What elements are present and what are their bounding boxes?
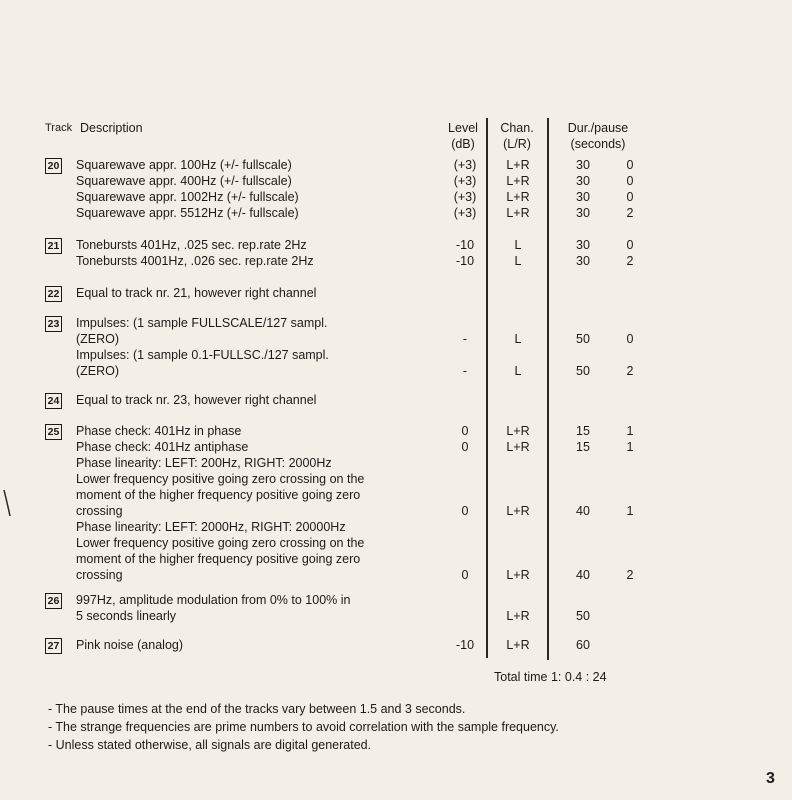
track-description: Phase linearity: LEFT: 200Hz, RIGHT: 2000Hz — [76, 456, 332, 470]
track-pause — [610, 535, 650, 551]
track-level: (+3) — [453, 158, 477, 172]
track-duration: 30 — [576, 190, 590, 204]
header-chan-label: Chan. — [500, 121, 534, 135]
track-level: (+3) — [453, 206, 477, 220]
track-pause: 2 — [626, 568, 634, 582]
header-duration-label: Dur./pause — [567, 121, 629, 135]
track-description: Lower frequency positive going zero crossing on the — [76, 536, 365, 550]
track-pause — [610, 392, 650, 408]
track-duration: 30 — [576, 254, 590, 268]
column-rule-chan — [547, 118, 549, 660]
track-channel: L+R — [506, 504, 530, 518]
track-pause — [610, 551, 650, 567]
track-number-box: 20 — [45, 158, 62, 174]
header-level-unit: (dB) — [451, 137, 475, 151]
track-duration: 50 — [576, 364, 590, 378]
track-level: -10 — [455, 238, 475, 252]
track-duration — [563, 347, 603, 363]
track-duration — [563, 519, 603, 535]
track-pause: 1 — [626, 504, 634, 518]
track-channel: L+R — [506, 609, 530, 623]
track-level: 0 — [461, 504, 469, 518]
track-channel: L — [514, 364, 522, 378]
track-description: Tonebursts 401Hz, .025 sec. rep.rate 2Hz — [76, 238, 307, 252]
track-pause: 0 — [626, 332, 634, 346]
track-description: (ZERO) — [76, 332, 120, 346]
track-description: Tonebursts 4001Hz, .026 sec. rep.rate 2Hz — [76, 254, 314, 268]
track-level — [445, 551, 485, 567]
track-description: crossing — [76, 504, 123, 518]
track-pause — [610, 285, 650, 301]
track-description: Phase check: 401Hz in phase — [76, 424, 242, 438]
track-number-box: 21 — [45, 238, 62, 254]
header-duration-unit: (seconds) — [570, 137, 626, 151]
track-level — [445, 315, 485, 331]
track-pause: 1 — [626, 424, 634, 438]
notes-list — [48, 700, 559, 754]
track-number-box: 27 — [45, 638, 62, 654]
track-level — [445, 519, 485, 535]
track-description: Lower frequency positive going zero crossing on the — [76, 472, 365, 486]
track-duration — [563, 315, 603, 331]
track-level: - — [462, 364, 468, 378]
track-level: -10 — [455, 254, 475, 268]
track-description: Impulses: (1 sample 0.1-FULLSC./127 sampl. — [76, 348, 329, 362]
track-channel: L+R — [506, 424, 530, 438]
track-channel — [498, 592, 538, 608]
track-duration: 30 — [576, 158, 590, 172]
track-duration — [563, 455, 603, 471]
track-description: moment of the higher frequency positive going zero — [76, 552, 361, 566]
track-pause: 0 — [626, 158, 634, 172]
track-level: -10 — [455, 638, 475, 652]
track-duration: 15 — [576, 440, 590, 454]
track-pause — [610, 347, 650, 363]
total-time: Total time 1: 0.4 : 24 — [494, 670, 607, 684]
track-level: (+3) — [453, 174, 477, 188]
track-duration: 50 — [576, 609, 590, 623]
track-description: Pink noise (analog) — [76, 638, 184, 652]
track-level — [445, 347, 485, 363]
track-level — [445, 471, 485, 487]
track-channel: L — [514, 254, 522, 268]
track-pause: 0 — [626, 174, 634, 188]
track-level: 0 — [461, 440, 469, 454]
header-chan-unit: (L/R) — [503, 137, 531, 151]
track-level — [445, 535, 485, 551]
track-description: Squarewave appr. 100Hz (+/- fullscale) — [76, 158, 292, 172]
track-description: moment of the higher frequency positive going zero — [76, 488, 361, 502]
track-description: Equal to track nr. 21, however right channel — [76, 286, 317, 300]
track-channel — [498, 519, 538, 535]
track-pause — [610, 637, 650, 653]
track-number-box: 23 — [45, 316, 62, 332]
track-pause — [610, 519, 650, 535]
track-duration — [563, 285, 603, 301]
track-pause: 2 — [626, 206, 634, 220]
track-level: 0 — [461, 424, 469, 438]
track-duration — [563, 551, 603, 567]
track-number-box: 25 — [45, 424, 62, 440]
track-channel — [498, 285, 538, 301]
track-pause — [610, 315, 650, 331]
track-channel — [498, 487, 538, 503]
track-level: (+3) — [453, 190, 477, 204]
track-duration — [563, 535, 603, 551]
track-channel: L — [514, 332, 522, 346]
track-duration — [563, 592, 603, 608]
track-duration: 40 — [576, 568, 590, 582]
track-description: (ZERO) — [76, 364, 120, 378]
note-item: - The pause times at the end of the tracks vary between 1.5 and 3 seconds. — [48, 702, 466, 716]
track-pause — [610, 455, 650, 471]
track-duration: 30 — [576, 174, 590, 188]
track-pause — [610, 487, 650, 503]
track-description: Impulses: (1 sample FULLSCALE/127 sampl. — [76, 316, 328, 330]
track-pause: 1 — [626, 440, 634, 454]
track-duration — [563, 392, 603, 408]
track-duration — [563, 471, 603, 487]
track-description: Equal to track nr. 23, however right channel — [76, 393, 317, 407]
track-duration: 60 — [576, 638, 590, 652]
track-number-box: 22 — [45, 286, 62, 302]
track-level — [445, 487, 485, 503]
track-channel — [498, 392, 538, 408]
track-description: Squarewave appr. 5512Hz (+/- fullscale) — [76, 206, 299, 220]
track-pause — [610, 471, 650, 487]
track-channel: L+R — [506, 190, 530, 204]
track-level — [445, 592, 485, 608]
track-description: Phase check: 401Hz antiphase — [76, 440, 249, 454]
track-channel: L — [514, 238, 522, 252]
track-level: - — [462, 332, 468, 346]
track-level: 0 — [461, 568, 469, 582]
header-chan — [493, 120, 541, 152]
track-channel: L+R — [506, 638, 530, 652]
track-channel — [498, 535, 538, 551]
column-rule-level — [486, 118, 488, 658]
track-description: crossing — [76, 568, 123, 582]
track-level — [445, 392, 485, 408]
header-description: Description — [80, 121, 143, 135]
track-description: 997Hz, amplitude modulation from 0% to 100% in — [76, 593, 351, 607]
track-pause: 2 — [626, 364, 634, 378]
track-channel — [498, 455, 538, 471]
track-number-box: 26 — [45, 593, 62, 609]
track-channel: L+R — [506, 440, 530, 454]
note-item: - Unless stated otherwise, all signals are digital generated. — [48, 738, 372, 752]
track-pause — [610, 608, 650, 624]
track-channel: L+R — [506, 206, 530, 220]
track-duration: 40 — [576, 504, 590, 518]
track-duration: 30 — [576, 206, 590, 220]
track-level — [445, 608, 485, 624]
note-item: - The strange frequencies are prime numbers to avoid correlation with the sample frequency. — [48, 720, 559, 734]
header-duration — [553, 120, 643, 152]
header-level — [443, 120, 483, 152]
track-description: 5 seconds linearly — [76, 609, 177, 623]
header-track: Track — [45, 122, 73, 134]
track-number-box: 24 — [45, 393, 62, 409]
track-channel — [498, 471, 538, 487]
track-channel: L+R — [506, 158, 530, 172]
track-channel — [498, 347, 538, 363]
track-channel: L+R — [506, 174, 530, 188]
track-level — [445, 285, 485, 301]
track-duration: 50 — [576, 332, 590, 346]
track-channel — [498, 551, 538, 567]
track-description: Squarewave appr. 400Hz (+/- fullscale) — [76, 174, 292, 188]
track-description: Squarewave appr. 1002Hz (+/- fullscale) — [76, 190, 299, 204]
track-duration: 30 — [576, 238, 590, 252]
header-level-label: Level — [448, 121, 478, 135]
track-description: Phase linearity: LEFT: 2000Hz, RIGHT: 20000Hz — [76, 520, 346, 534]
track-pause: 0 — [626, 190, 634, 204]
track-duration: 15 — [576, 424, 590, 438]
track-duration — [563, 487, 603, 503]
margin-mark-icon — [2, 488, 12, 518]
track-pause — [610, 592, 650, 608]
track-pause: 0 — [626, 238, 634, 252]
page-number: 3 — [766, 770, 775, 787]
track-pause: 2 — [626, 254, 634, 268]
track-channel: L+R — [506, 568, 530, 582]
track-level — [445, 455, 485, 471]
track-channel — [498, 315, 538, 331]
